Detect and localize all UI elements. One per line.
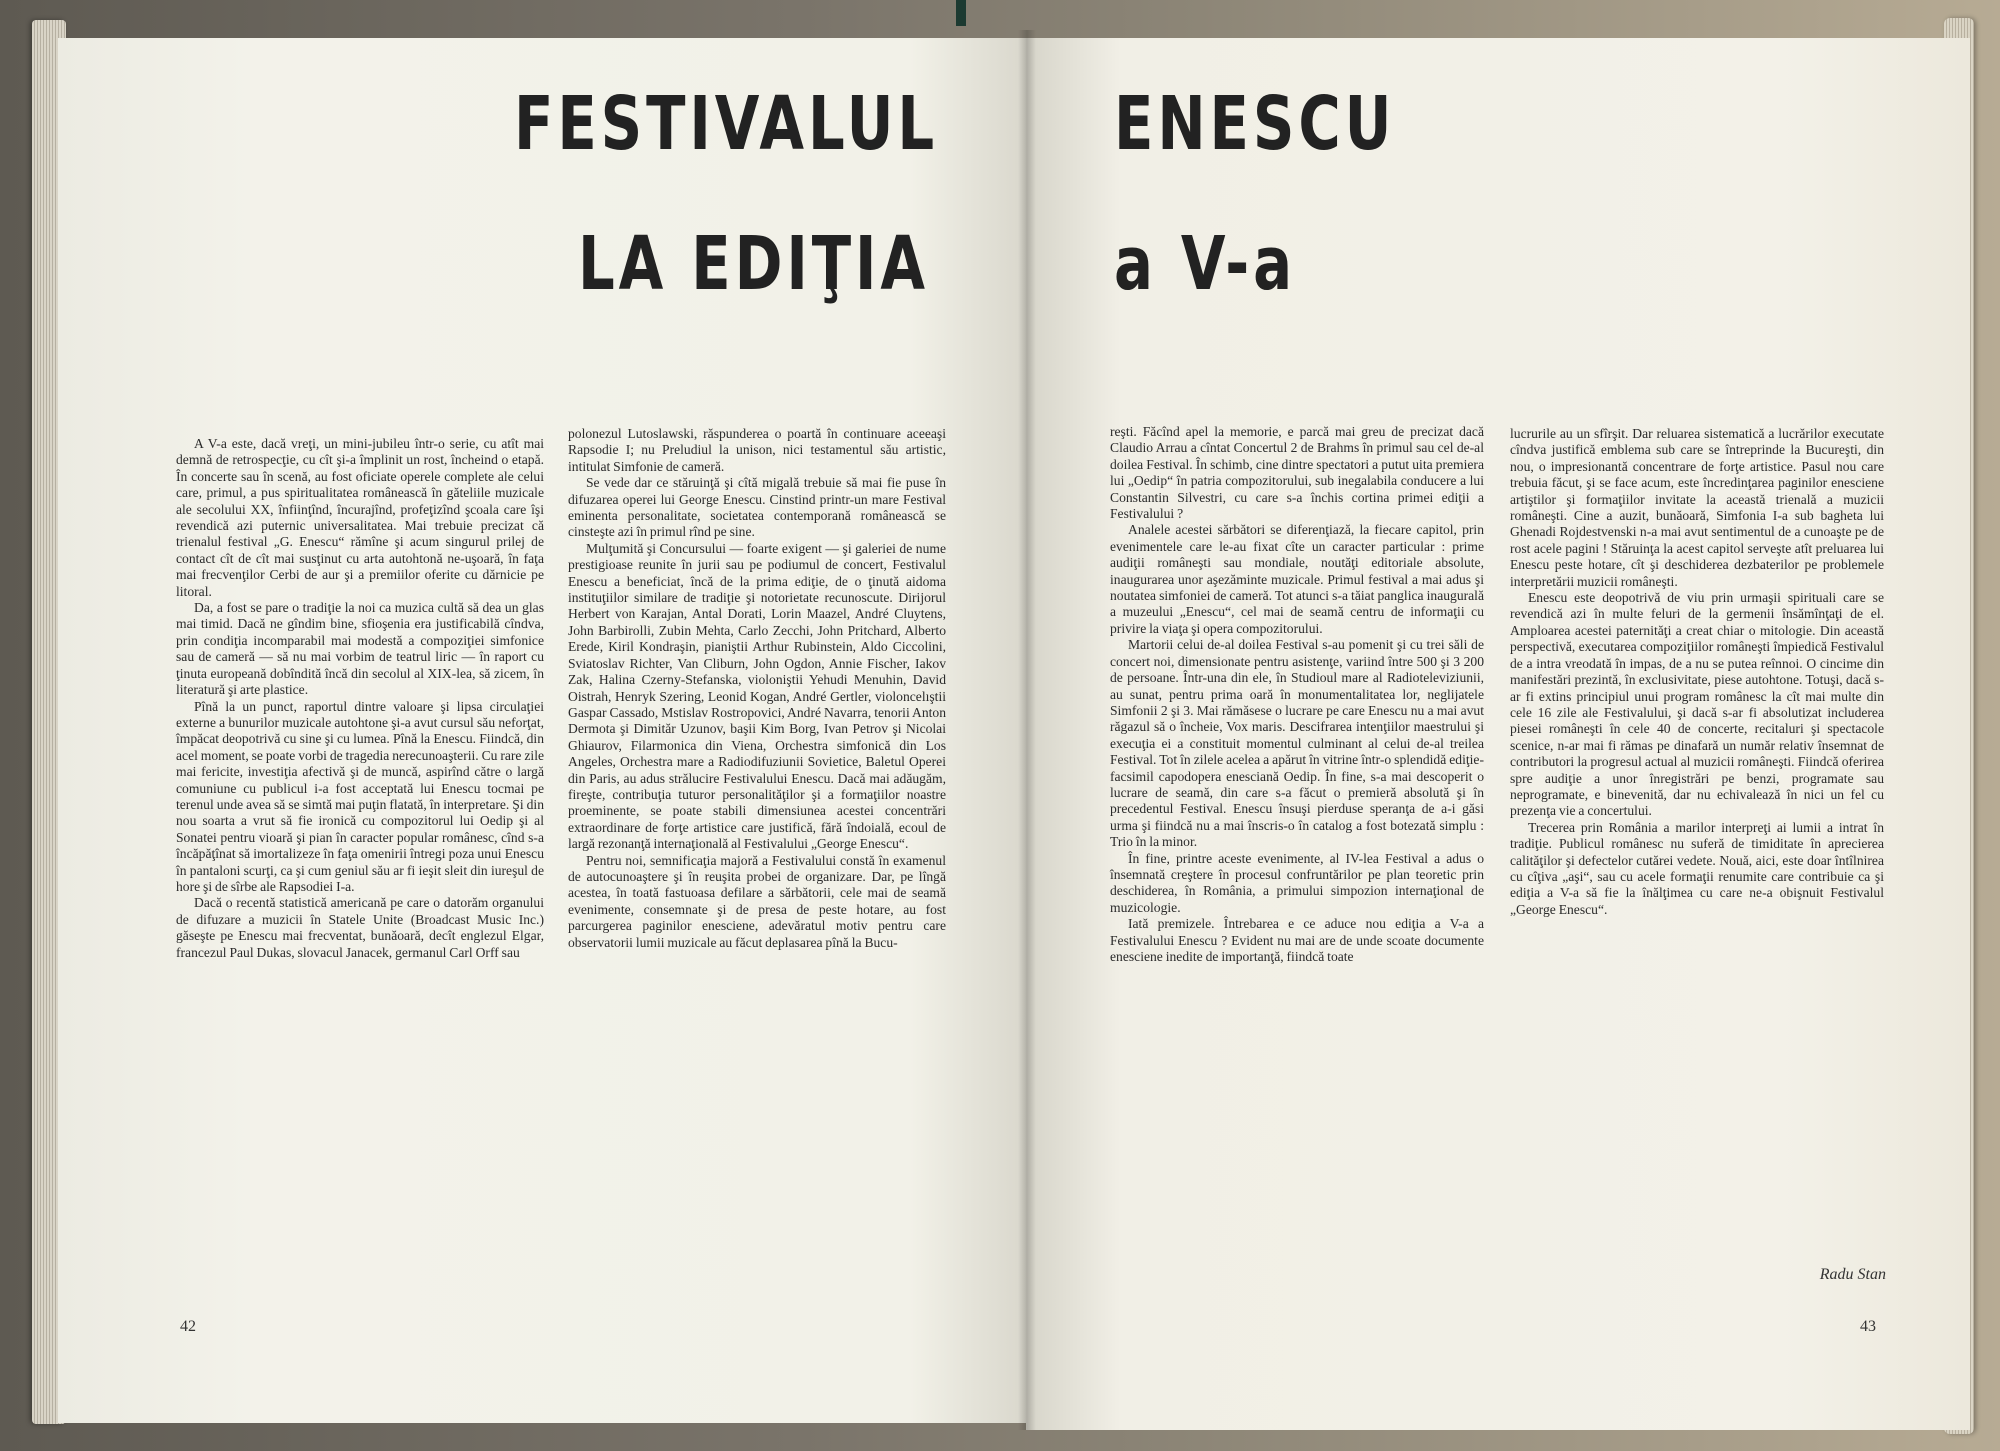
paragraph: Trecerea prin România a marilor interpreţi ai lumii a intrat în tradiţie. Publicul românesc nu suferă de timiditate în aprecierea calităţilor şi defectelor cutărei vedete. Nouă, aici, este doar întîlnirea cu cîţiva „aşi“, sau cu acele formaţii renumite care contribuie ca şi ediţia a V-a să fie la înălţimea cu care ne-a obişnuit Festivalul „George Enescu“.: [1510, 819, 1884, 917]
paragraph: polonezul Lutoslawski, răspunderea o poartă în continuare aceeaşi Rapsodie I; nu Preludiul la unison, nici testamentul său artistic, intitulat Simfonie de cameră.: [568, 426, 946, 474]
author-signature: Radu Stan: [1819, 1266, 1886, 1283]
title-right-line1: ENESCU: [1114, 81, 1396, 167]
title-right-line2: a V-a: [1114, 221, 1296, 307]
paragraph: reşti. Făcînd apel la memorie, e parcă mai greu de precizat dacă Claudio Arrau a cîntat Concertul 2 de Brahms în primul sau cel de-al doilea Festival. În schimb, cine dintre spectatori a putut uita premiera lui „Oedip“ în patria compozitorului, sub inegalabila conducere a lui Constantin Silvestri, cu care s-a închis cortina primei ediţii a Festivalului ?: [1110, 424, 1484, 522]
paragraph: Iată premizele. Întrebarea e ce aduce nou ediţia a V-a a Festivalului Enescu ? Evident nu mai are de unde scoate documente enesciene inedite de importanţă, fiindcă toate: [1110, 916, 1484, 964]
paragraph: Martorii celui de-al doilea Festival s-au pomenit şi cu trei săli de concert noi, dimensionate pentru asistenţe, variind între 500 şi 3 200 de persoane. Într-una din ele, în Studioul mare al Radioteleviziunii, au sunat, pentru prima oară în monumentalitatea lor, neglijatele Simfonii 2 şi 3. Mai rămăsese o lucrare pe care Enescu nu a mai avut răgazul să o încheie, Vox maris. Descifrarea intenţiilor maestrului şi execuţia ei a constituit momentul culminant al celui de-al treilea Festival. Tot în zilele acelea a apărut în vitrine într-o splendidă ediţie-facsimil capodopera enesciană Oedip. În fine, s-a mai descoperit o lucrare de seamă, din care s-a făcut o premieră absolută şi în precedentul Festival. Enescu însuşi pierduse speranţa de a-i găsi urma şi fiindcă nu a mai înscris-o în catalog a fost botezată simplu : Trio în la minor.: [1110, 637, 1484, 850]
bookmark-ribbon: [956, 0, 966, 26]
paragraph: lucrurile au un sfîrşit. Dar reluarea sistematică a lucrărilor executate cîndva justifică emblema sub care se întreprinde la Bucureşti, din nou, o impresionantă concentrare de forţe artistice. Pasul nou care trebuia făcut, şi se face acum, este încredinţarea paginilor enesciene artiştilor şi formaţiilor invitate la această trienală a muzicii româneşti. Cine a auzit, bunăoară, Simfonia I-a sub bagheta lui Ghenadi Rojdestvenski n-a mai avut sentimentul de a cunoaşte pe de rost acele pagini ! Stăruinţa la acest capitol serveşte atît preluarea lui Enescu peste hotare, cît şi deschiderea dezbaterilor pe problemele interpretării muzicii româneşti.: [1510, 426, 1884, 589]
book-gutter: [1018, 30, 1036, 1430]
paragraph: Pentru noi, semnificaţia majoră a Festivalului constă în examenul de autocunoaştere şi în reuşita probei de organizare. Dar, pe lîngă acestea, în toată fastuoasa defilare a sărbătorii, cele mai de seamă evenimente, consemnate şi de presa de peste hotare, au fost parcurgerea paginilor enesciene, adevăratul motiv pentru care observatorii lumii muzicale au făcut deplasarea pînă la Bucu-: [568, 852, 946, 950]
paragraph: În fine, printre aceste evenimente, al IV-lea Festival a adus o însemnată creştere în procesul confruntărilor pe plan teoretic prin deschiderea, în România, a primului simpozion internaţional de muzicologie.: [1110, 850, 1484, 915]
title-left-line2: LA EDIŢIA: [578, 221, 929, 307]
paragraph: Dacă o recentă statistică americană pe care o datorăm organului de difuzare a muzicii în Statele Unite (Broadcast Music Inc.) găseşte pe Enescu mai frecventat, bunăoară, decît englezul Elgar, francezul Paul Dukas, slovacul Janacek, germanul Carl Orff sau: [176, 895, 544, 960]
paragraph: Pînă la un punct, raportul dintre valoare şi lipsa circulaţiei externe a bunurilor muzicale autohtone şi-a avut cursul său neforţat, împăcat deopotrivă cu sine şi cu lumea. Pînă la Enescu. Fiindcă, din acel moment, se poate vorbi de tragedia nerecunoaşterii. Cu rare zile mai fericite, investiţia afectivă şi de muncă, aspirînd către o largă comuniune cu publicul i-a fost acceptată lui Enescu tocmai pe terenul unde avea să se simtă mai puţin flatată, în interpretare. Şi din nou soarta a vrut să fie ironică cu compozitorul lui Oedip şi al Sonatei pentru vioară şi pian în caracter popular românesc, cînd s-a încăpăţînat să imortalizeze în faţa omenirii întregi poza unui Enescu în pantaloni scurţi, ca şi cum geniul său ar fi ieşit sleit din iureşul de hore şi de sîrbe ale Rapsodiei I-a.: [176, 698, 544, 894]
paragraph: Analele acestei sărbători se diferenţiază, la fiecare capitol, prin evenimentele care le-au fixat cîte un caracter particular : prime audiţii româneşti sau mondiale, noutăţi editoriale absolute, inaugurarea unor aşezăminte muzicale. Primul festival a mai adus şi noutatea simfoniei de cameră. Tot atunci s-a tăiat panglica inaugurală a muzeului „Enescu“, cel mai de seamă centru de informaţii cu privire la viaţa şi opera compozitorului.: [1110, 522, 1484, 636]
article-column-3: [1110, 424, 1484, 965]
article-column-2: [568, 426, 946, 951]
article-column-4: [1510, 426, 1884, 918]
title-left-line1: FESTIVALUL: [514, 81, 939, 167]
paragraph: Da, a fost se pare o tradiţie la noi ca muzica cultă să dea un glas mai timid. Dacă ne gîndim bine, sfioşenia era justificabilă cîndva, prin condiţia incomparabil mai modestă a compoziţiei simfonice sau de cameră — să nu mai vorbim de teatrul liric — în raport cu ţinuta europeană dobîndită încă din secolul al XIX-lea, să zicem, în literatură şi arte plastice.: [176, 600, 544, 698]
paragraph: Se vede dar ce stăruinţă şi cîtă migală trebuie să mai fie puse în difuzarea operei lui George Enescu. Cinstind printr-un mare Festival eminenta personalitate, societatea contemporană românească se cinsteşte azi în primul rînd pe sine.: [568, 475, 946, 540]
article-column-1: [176, 436, 544, 961]
page-number-left: 42: [180, 1318, 196, 1335]
page-number-right: 43: [1860, 1318, 1876, 1335]
paragraph: Mulţumită şi Concursului — foarte exigent — şi galeriei de nume prestigioase reunite în jurii sau pe podiumul de concert, Festivalul Enescu a beneficiat, încă de la prima ediţie, de o ţinută aidoma instituţiilor similare de tradiţie şi notorietate recunoscute. Dirijorul Herbert von Karajan, Antal Dorati, Lorin Maazel, André Cluytens, John Barbirolli, Zubin Mehta, Carlo Zecchi, John Pritchard, Alberto Erede, Kiril Kondraşin, pianiştii Arthur Rubinstein, Aldo Ciccolini, Sviatoslav Richter, Van Cliburn, John Ogdon, Annie Fischer, Iakov Zak, Halina Czerny-Stefanska, violoniştii Yehudi Menuhin, David Oistrah, Henryk Szering, Leonid Kogan, André Gertler, violoncelıştii Gaspar Cassado, Mstislav Rostropovici, André Navarra, tenorii Anton Dermota şi Dimităr Uzunov, başii Kim Borg, Ivan Petrov şi Nicolai Ghiaurov, Filarmonica din Viena, Orchestra simfonică din Los Angeles, Orchestra mare a Radiodifuziunii Sovietice, Baletul Operei din Paris, au adus strălucire Festivalului Enescu. Dacă mai adăugăm, fireşte, contribuţia tuturor personalităţilor şi a formaţiilor noastre proeminente, se poate stabili dimensiunea acestei concentrări extraordinare de forţe artistice care justifică, fără îndoială, ecoul de largă rezonanţă internaţională al Festivalului „George Enescu“.: [568, 540, 946, 852]
paragraph: Enescu este deopotrivă de viu prin urmaşii spirituali care se revendică azi în multe feluri de la germenii însămînţaţi de el. Amploarea acestei paternităţi a creat chiar o mitologie. Din această perspectivă, executarea compoziţiilor româneşti împiedică Festivalul de a intra vreodată în impas, de a nu se putea reînnoi. O cincime din manifestări prezintă, în exclusivitate, piese autohtone. Totuşi, dacă s-ar fi extins principiul unui program românesc la cît mai multe din cele 16 zile ale Festivalului, şi dacă s-ar fi absolutizat includerea piesei româneşti în cele 40 de concerte, recitaluri şi spectacole scenice, n-ar mai fi rămas pe dinafară un număr relativ însemnat de contributori la progresul actual al muzicii româneşti. Fiindcă oferirea spre audiţie a unor înregistrări pe benzi, programate sau neprogramate, e binevenită, dar nu echivalează în nici un fel cu prezenţa vie a concertului.: [1510, 590, 1884, 819]
paragraph: A V-a este, dacă vreţi, un mini-jubileu într-o serie, cu atît mai demnă de retrospecţie, cu cît şi-a împlinit un rost, încheind o etapă. În concerte sau în scenă, au fost oficiate operele complete ale celui care, primul, a pus spiritualitatea românească în găteliile muzicale ale secolului XX, înfiinţînd, încurajînd, profeţizînd şcoala care îşi revendică azi puternic universalitatea. Mai trebuie precizat că trienalul festival „G. Enescu“ rămîne şi acum singurul prilej de contact cît de cît mai susţinut cu arta autohtonă ne-uşoară, în faţa mai frecvenţilor Cerbi de aur şi a premiilor oferite cu dărnicie pe litoral.: [176, 436, 544, 599]
